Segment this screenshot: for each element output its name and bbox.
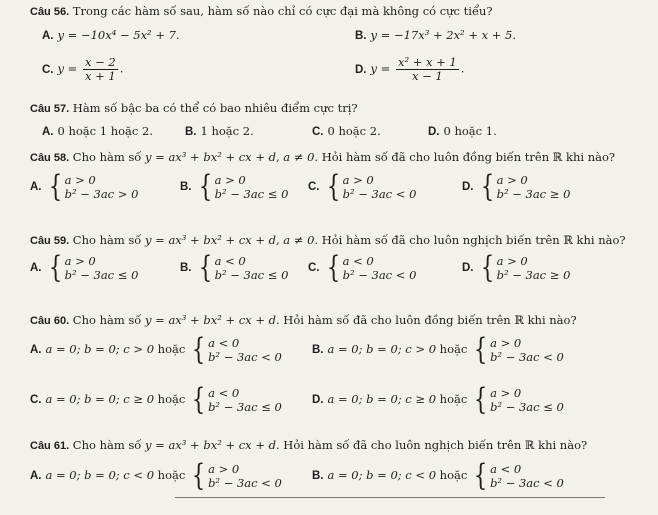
q58-option-b[interactable]: B. { a > 0 b² − 3ac ≤ 0	[180, 169, 289, 204]
fraction: $\frac{x - 2}{x + 1}$	[84, 55, 116, 83]
q58-option-a[interactable]: A. { a > 0 b² − 3ac > 0	[30, 169, 139, 204]
q57-option-b[interactable]: B. 1 hoặc 2.	[185, 124, 254, 138]
q57-option-a[interactable]: A. 0 hoặc 1 hoặc 2.	[42, 124, 153, 138]
question-59: Câu 59. Cho hàm số y = ax³ + bx² + cx + d, a ≠ 0. Hỏi hàm số đã cho luôn nghịch biến trên ℝ khi nào?	[30, 233, 626, 247]
q56-option-a[interactable]: A. y = −10x⁴ − 5x² + 7.	[42, 28, 180, 42]
q59-option-c[interactable]: C. { a < 0 b² − 3ac < 0	[308, 250, 417, 285]
q57-option-d[interactable]: D. 0 hoặc 1.	[428, 124, 497, 138]
question-text: Trong các hàm số sau, hàm số nào chỉ có cực đại mà không có cực tiểu?	[72, 4, 493, 18]
q59-option-d[interactable]: D. { a > 0 b² − 3ac ≥ 0	[462, 250, 571, 285]
q58-option-d[interactable]: D. { a > 0 b² − 3ac ≥ 0	[462, 169, 571, 204]
q58-option-c[interactable]: C. { a > 0 b² − 3ac < 0	[308, 169, 417, 204]
q60-option-a[interactable]: A. a = 0; b = 0; c > 0 hoặc { a < 0 b² − 3ac < 0	[30, 332, 282, 367]
q60-option-b[interactable]: B. a = 0; b = 0; c > 0 hoặc { a > 0 b² − 3ac < 0	[312, 332, 564, 367]
q57-option-c[interactable]: C. 0 hoặc 2.	[312, 124, 381, 138]
q60-option-d[interactable]: D. a = 0; b = 0; c ≥ 0 hoặc { a > 0 b² − 3ac ≤ 0	[312, 382, 564, 417]
q56-option-c[interactable]: C. y = $\frac{x - 2}{x + 1}$ .	[42, 55, 124, 83]
question-label: Câu 56.	[30, 6, 70, 18]
question-58: Câu 58. Cho hàm số y = ax³ + bx² + cx + d, a ≠ 0. Hỏi hàm số đã cho luôn đồng biến trên ℝ khi nào?	[30, 150, 616, 164]
question-60: Câu 60. Cho hàm số y = ax³ + bx² + cx + d. Hỏi hàm số đã cho luôn đồng biến trên ℝ khi nào?	[30, 313, 577, 327]
q61-option-b[interactable]: B. a = 0; b = 0; c < 0 hoặc { a < 0 b² − 3ac < 0	[312, 458, 564, 493]
q59-option-a[interactable]: A. { a > 0 b² − 3ac ≤ 0	[30, 250, 139, 285]
q59-option-b[interactable]: B. { a < 0 b² − 3ac ≤ 0	[180, 250, 289, 285]
fraction: $\frac{\text{x² + x + 1}}{x - 1}$	[397, 55, 457, 83]
question-56	[30, 4, 493, 18]
question-61: Câu 61. Cho hàm số y = ax³ + bx² + cx + d. Hỏi hàm số đã cho luôn nghịch biến trên ℝ khi nào?	[30, 438, 588, 452]
q60-option-c[interactable]: C. a = 0; b = 0; c ≥ 0 hoặc { a < 0 b² − 3ac ≤ 0	[30, 382, 282, 417]
bottom-divider	[175, 497, 605, 498]
q56-option-b[interactable]: B. y = −17x³ + 2x² + x + 5.	[355, 28, 517, 42]
question-57: Câu 57. Hàm số bậc ba có thể có bao nhiêu điểm cực trị?	[30, 101, 358, 115]
q56-option-d[interactable]: D. y = $\frac{\text{x² + x + 1}}{x - 1}$ .	[355, 55, 465, 83]
q61-option-a[interactable]: A. a = 0; b = 0; c < 0 hoặc { a > 0 b² − 3ac < 0	[30, 458, 282, 493]
